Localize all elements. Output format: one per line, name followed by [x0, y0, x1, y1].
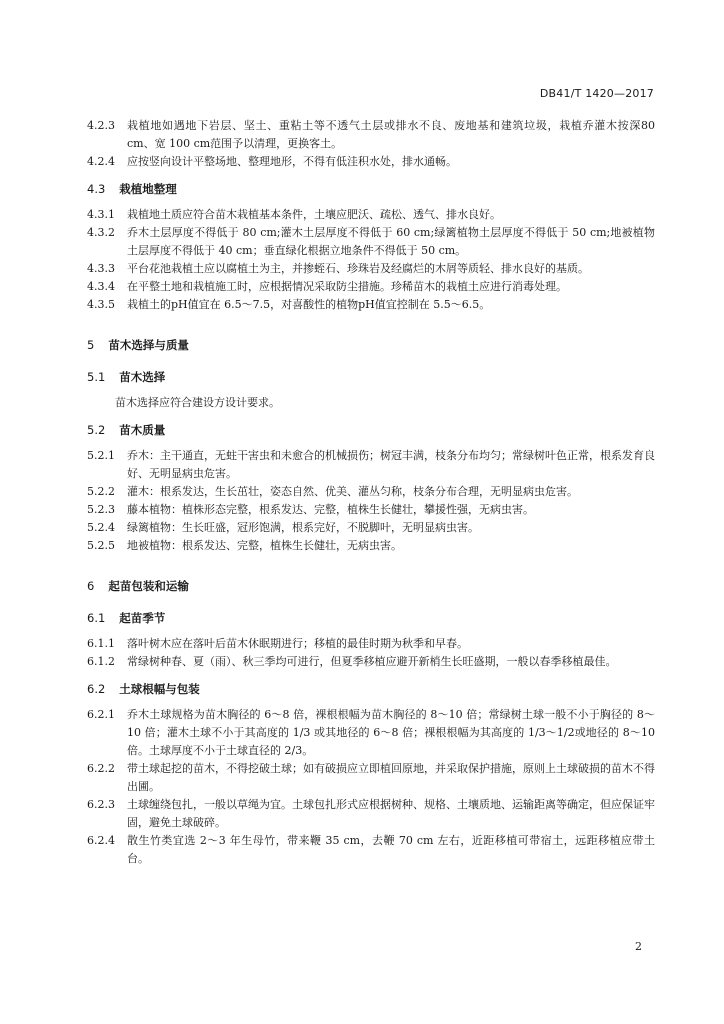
clause-number: 4.2.4 — [87, 155, 115, 168]
clause-text: 土球缠绕包扎，一般以草绳为宜。土球包扎形式应根据树种、规格、土壤质地、运输距离等确定，但应保证牢固，避免土球破碎。 — [127, 798, 655, 829]
subsection-heading-5-2 — [87, 421, 655, 439]
clause-number: 4.2.3 — [87, 119, 115, 132]
clause-number: 5.2.1 — [87, 449, 115, 462]
clause-5-2-3 — [87, 501, 655, 519]
clause-number: 4.3.4 — [87, 280, 115, 293]
clause-number: 5.2.4 — [87, 521, 115, 534]
clause-6-2-4 — [87, 832, 655, 868]
clause-text: 栽植地土质应符合苗木栽植基本条件，土壤应肥沃、疏松、透气、排水良好。 — [127, 208, 501, 221]
heading-number: 6.1 — [87, 611, 106, 625]
heading-number: 5.1 — [87, 370, 106, 384]
heading-number: 5 — [87, 338, 95, 352]
clause-text: 绿篱植物：生长旺盛，冠形饱满，根系完好，不脱脚叶，无明显病虫害。 — [127, 521, 479, 534]
clause-number: 6.2.4 — [87, 834, 115, 847]
subsection-heading-6-2 — [87, 680, 655, 698]
clause-6-2-3 — [87, 796, 655, 832]
clause-5-2-5 — [87, 537, 655, 555]
subsection-heading-4-3 — [87, 180, 655, 198]
clause-4-3-4 — [87, 278, 655, 296]
clause-number: 4.3.3 — [87, 262, 115, 275]
heading-number: 4.3 — [87, 182, 106, 196]
clause-text: 地被植物：根系发达、完整，植株生长健壮，无病虫害。 — [127, 539, 402, 552]
clause-6-1-2 — [87, 653, 655, 671]
clause-6-1-1 — [87, 635, 655, 653]
clause-text: 灌木：根系发达，生长茁壮，姿态自然、优美、灌丛匀称，枝条分布合理，无明显病虫危害。 — [127, 485, 578, 498]
clause-5-2-4 — [87, 519, 655, 537]
clause-5-2-1 — [87, 447, 655, 483]
section-heading-6 — [87, 577, 655, 595]
page-number: 2 — [635, 940, 642, 953]
clause-6-2-2 — [87, 760, 655, 796]
subsection-heading-5-1 — [87, 368, 655, 386]
clause-4-2-3 — [87, 117, 655, 153]
clause-text: 带土球起挖的苗木，不得挖破土球；如有破损应立即植回原地，并采取保护措施，原则上土球破损的苗木不得出圃。 — [127, 762, 655, 793]
heading-title: 苗木质量 — [119, 423, 166, 437]
clause-4-3-5 — [87, 296, 655, 314]
heading-number: 6 — [87, 579, 95, 593]
clause-6-2-1 — [87, 706, 655, 760]
heading-title: 起苗包装和运输 — [108, 579, 189, 593]
clause-text: 栽植土的pH值宜在 6.5～7.5，对喜酸性的植物pH值宜控制在 5.5～6.5。 — [127, 298, 491, 311]
clause-text: 应按竖向设计平整场地、整理地形，不得有低洼积水处，排水通畅。 — [127, 155, 457, 168]
clause-text: 藤本植物：植株形态完整，根系发达、完整，植株生长健壮，攀援性强，无病虫害。 — [127, 503, 534, 516]
clause-number: 4.3.2 — [87, 226, 115, 239]
clause-number: 5.2.3 — [87, 503, 115, 516]
heading-number: 5.2 — [87, 423, 106, 437]
clause-text: 在平整土地和栽植施工时，应根据情况采取防尘措施。珍稀苗木的栽植土应进行消毒处理。 — [127, 280, 567, 293]
clause-4-3-2 — [87, 224, 655, 260]
heading-title: 苗木选择 — [119, 370, 166, 384]
clause-number: 6.2.2 — [87, 762, 115, 775]
heading-title: 起苗季节 — [119, 611, 166, 625]
document-body — [87, 117, 655, 868]
clause-4-2-4 — [87, 153, 655, 171]
clause-text: 乔木土球规格为苗木胸径的 6～8 倍，裸根根幅为苗木胸径的 8～10 倍；常绿树土球一般不小于胸径的 8～10 倍；灌木土球不小于其高度的 1/3 或其地径的 6～8 倍；裸根根幅为其高度的 1/3～1/2或地径的 8～10 倍。土球厚度不小于土球直径的 2/3。 — [127, 708, 655, 757]
clause-text: 散生竹类宜选 2～3 年生母竹，带来鞭 35 cm，去鞭 70 cm 左右，近距移植可带宿土，远距移植应带土台。 — [127, 834, 655, 865]
clause-number: 6.2.3 — [87, 798, 115, 811]
clause-5-2-2 — [87, 483, 655, 501]
clause-number: 6.1.2 — [87, 655, 115, 668]
clause-text: 常绿树种春、夏（雨）、秋三季均可进行，但夏季移植应避开新梢生长旺盛期，一般以春季移植最佳。 — [127, 655, 617, 668]
clause-number: 5.2.5 — [87, 539, 115, 552]
body-paragraph: 苗木选择应符合建设方设计要求。 — [115, 396, 280, 409]
clause-number: 6.1.1 — [87, 637, 115, 650]
heading-title: 栽植地整理 — [119, 182, 177, 196]
clause-text: 落叶树木应在落叶后苗木休眠期进行；移植的最佳时期为秋季和早春。 — [127, 637, 468, 650]
clause-4-3-1 — [87, 206, 655, 224]
clause-number: 4.3.1 — [87, 208, 115, 221]
heading-number: 6.2 — [87, 682, 106, 696]
standard-code: DB41/T 1420—2017 — [539, 87, 654, 100]
clause-4-3-3 — [87, 260, 655, 278]
clause-number: 5.2.2 — [87, 485, 115, 498]
heading-title: 土球根幅与包装 — [119, 682, 200, 696]
heading-title: 苗木选择与质量 — [108, 338, 189, 352]
subsection-heading-6-1 — [87, 609, 655, 627]
clause-number: 4.3.5 — [87, 298, 115, 311]
section-heading-5 — [87, 336, 655, 354]
clause-text: 平台花池栽植土应以腐植土为主，并掺蛭石、珍珠岩及经腐烂的木屑等质轻、排水良好的基质。 — [127, 262, 589, 275]
clause-text: 乔木土层厚度不得低于 80 cm;灌木土层厚度不得低于 60 cm;绿篱植物土层厚度不得低于 50 cm;地被植物土层厚度不得低于 40 cm；垂直绿化根据立地条件不得低于 50 cm。 — [127, 226, 655, 257]
clause-text: 乔木：主干通直，无蛀干害虫和未愈合的机械损伤；树冠丰满，枝条分布均匀；常绿树叶色正常，根系发育良好、无明显病虫危害。 — [127, 449, 655, 480]
clause-number: 6.2.1 — [87, 708, 115, 721]
clause-text: 栽植地如遇地下岩层、坚土、重粘土等不透气土层或排水不良、废地基和建筑垃圾，栽植乔灌木按深80 cm、宽 100 cm范围予以清理，更换客土。 — [127, 119, 655, 150]
